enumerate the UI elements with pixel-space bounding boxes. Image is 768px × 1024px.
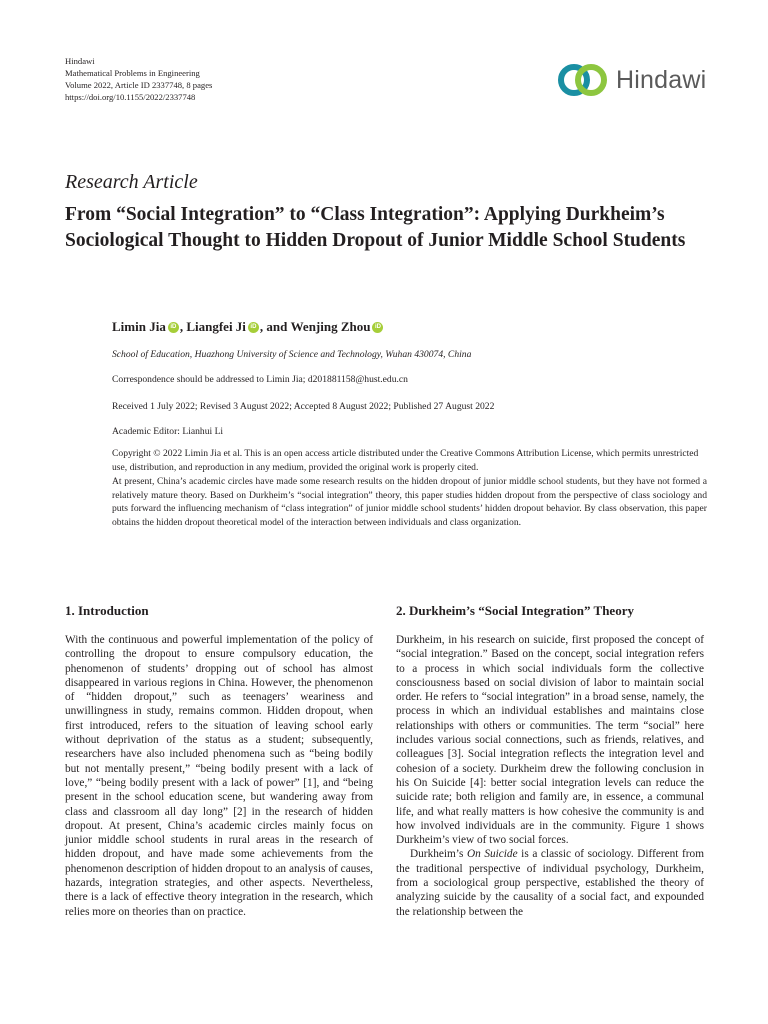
orcid-icon[interactable]: iD — [372, 322, 383, 333]
section-heading: 1. Introduction — [65, 603, 149, 618]
body-paragraph: Durkheim, in his research on suicide, first proposed the concept of “social integration.” Based on the concept, social integration refers to a process in which social individuals form the collective consciousness based on social division of labor to maintain social order. He refers to “social integration” in a broad sense, namely, the process in which an individual establishes and maintains close relationships with others or communities. The term “social” here includes various social connections, such as friends, relatives, and colleagues [3]. Social integration reflects the integration level and cohesion of a society. Durkheim drew the following conclusion in his On Suicide [4]: better social integration levels can reduce the suicide rate; both religion and family are, in essence, a communal life, and what really matters is how cohesive the community is and how involved individuals are in the community. Figure 1 shows Durkheim’s view of two social forces. — [396, 634, 704, 847]
author-name[interactable]: Wenjing Zhou — [290, 319, 371, 334]
book-title: On Suicide — [466, 848, 518, 861]
academic-editor: Academic Editor: Lianhui Li — [112, 426, 224, 437]
author-separator: , and — [259, 319, 291, 334]
affiliation: School of Education, Huazhong University of Science and Technology, Wuhan 430074, China — [112, 349, 472, 360]
author-name[interactable]: Liangfei Ji — [186, 319, 246, 334]
copyright-notice: Copyright © 2022 Limin Jia et al. This is an open access article distributed under the Creative Commons Attribution License, which permits unrestricted use, distribution, and reproduction in any medium, provided the original work is properly cited. — [112, 448, 699, 473]
journal-header — [65, 55, 212, 103]
orcid-icon[interactable]: iD — [168, 322, 179, 333]
author-list — [112, 319, 384, 335]
author-name[interactable]: Limin Jia — [112, 319, 166, 334]
section-introduction — [65, 603, 373, 919]
hindawi-rings-icon — [556, 62, 610, 98]
paragraph-text: Durkheim’s — [410, 848, 467, 861]
hindawi-logo — [556, 62, 706, 98]
journal-name: Mathematical Problems in Engineering — [65, 68, 200, 78]
paper-title: From “Social Integration” to “Class Integration”: Applying Durkheim’s Sociological Thought to Hidden Dropout of Junior Middle School Students — [65, 204, 686, 251]
orcid-icon[interactable]: iD — [248, 322, 259, 333]
author-separator: , — [179, 319, 187, 334]
article-type: Research Article — [65, 171, 198, 193]
body-paragraph: With the continuous and powerful implementation of the policy of controlling the dropout to ensure compulsory education, the phenomenon of students’ dropping out of school has almost disappeared in various regions in China. However, the phenomenon of “hidden dropout,” such as teenagers’ weariness and unwillingness in study, remains common. Hidden dropout, when first introduced, refers to the situation of leaving school early without deprivation of the status as a student; subsequently, researchers have also included phenomena such as “being bodily but not mentally present,” “being bodily present with a lack of love,” “being bodily present with a lack of power” [1], and “being present in the school education scene, but wandering away from class and classroom all day long” [2] in the research of hidden dropout. At present, China’s academic circles mainly focus on junior middle school students in rural areas in the research of hidden dropout, and have made some achievements from the phenomenon description of hidden dropout to an analysis of causes, hazards, integration strategies, and other aspects. Nevertheless, there is a lack of effective theory integration in the research, which relies more on theories than on practice. — [65, 634, 373, 918]
publisher-name: Hindawi — [65, 56, 95, 66]
body-paragraph — [396, 847, 704, 918]
abstract: At present, China’s academic circles have made some research results on the hidden dropout of junior middle school students, but they have not formed a relatively mature theory. Based on Durkheim’s “social integration” theory, this paper studies hidden dropout from the perspective of class sociology and puts forward the influencing mechanism of “class integration” of junior middle school students’ hidden dropout behavior. By class observation, this paper obtains the hidden dropout theoretical model of the interaction between individuals and class organization. — [112, 476, 707, 528]
correspondence: Correspondence should be addressed to Limin Jia; d201881158@hust.edu.cn — [112, 374, 408, 385]
doi-link[interactable]: https://doi.org/10.1155/2022/2337748 — [65, 92, 196, 102]
logo-text: Hindawi — [616, 65, 707, 94]
volume-info: Volume 2022, Article ID 2337748, 8 pages — [65, 80, 213, 90]
paragraph-text: is a classic of sociology. Different from the traditional perspective of individual psychology, Durkheim, from a sociological group perspective, established the theory of analyzing suicide by the causality of a social fact, and expounded the relationship between the — [396, 848, 704, 918]
section-heading: 2. Durkheim’s “Social Integration” Theory — [396, 603, 634, 618]
section-social-integration-theory — [396, 603, 704, 919]
publication-dates: Received 1 July 2022; Revised 3 August 2022; Accepted 8 August 2022; Published 27 August 2022 — [112, 401, 495, 412]
